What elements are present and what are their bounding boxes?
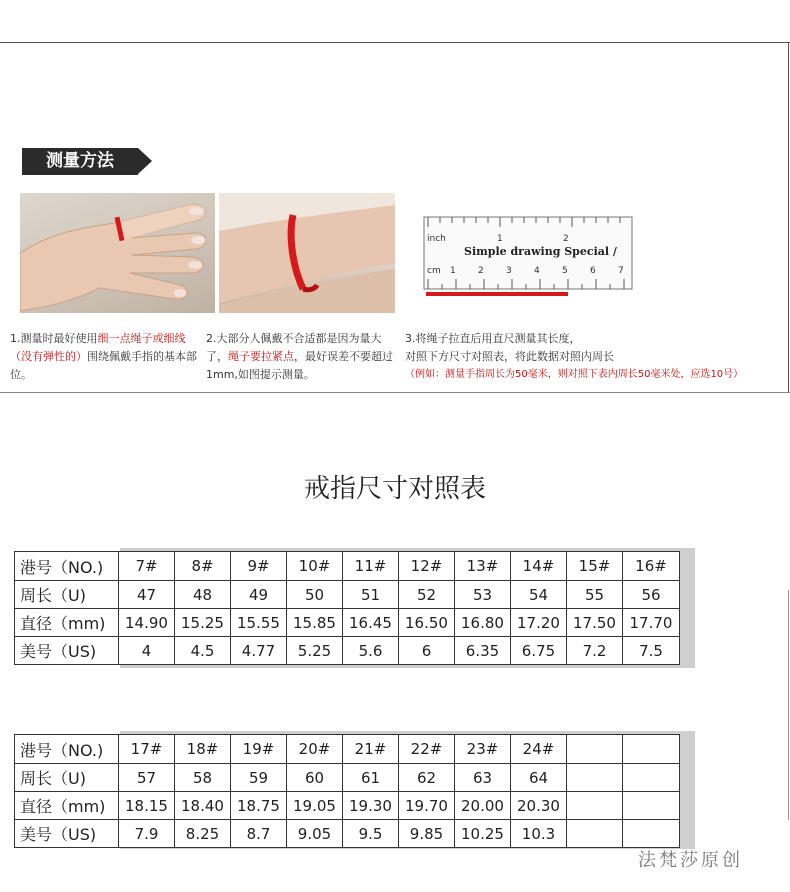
table-cell: 4.5 xyxy=(175,637,231,665)
table-cell: 7.9 xyxy=(119,820,175,848)
table-cell: 50 xyxy=(287,581,343,609)
table-cell: 15.55 xyxy=(231,609,287,637)
table-cell: 57 xyxy=(119,764,175,792)
hand-photo-2 xyxy=(219,193,395,313)
table-cell: 8.7 xyxy=(231,820,287,848)
ruler-illustration xyxy=(420,193,635,313)
table-cell: 12# xyxy=(399,552,455,581)
table-cell: 47 xyxy=(119,581,175,609)
row-label-circumference: 周长（U) xyxy=(15,764,119,792)
table-cell: 15# xyxy=(567,552,623,581)
table-cell: 56 xyxy=(623,581,680,609)
table-cell: 17.50 xyxy=(567,609,623,637)
table-cell: 9.5 xyxy=(343,820,399,848)
table-row xyxy=(15,792,680,820)
hand-illustration-1 xyxy=(20,193,215,313)
cm-tick-5: 5 xyxy=(562,266,568,276)
table-row xyxy=(15,581,680,609)
table-cell: 18# xyxy=(175,735,231,764)
table-cell: 10# xyxy=(287,552,343,581)
table-cell: 11# xyxy=(343,552,399,581)
red-string-measure xyxy=(426,292,568,296)
table-cell: 9# xyxy=(231,552,287,581)
band-divider xyxy=(0,392,790,393)
table-cell: 15.85 xyxy=(287,609,343,637)
table-cell: 14# xyxy=(511,552,567,581)
row-label-no: 港号（NO.) xyxy=(15,552,119,581)
step-3-text-example: （例如：测量手指周长为50毫米，则对照下表内周长50毫米处，应选10号） xyxy=(405,369,744,380)
table-cell: 55 xyxy=(567,581,623,609)
row-label-no: 港号（NO.) xyxy=(15,735,119,764)
step-1-text-highlight: 细一点绳子或细线（没有弹性的） xyxy=(10,332,186,363)
table-cell: 19.70 xyxy=(399,792,455,820)
table-cell: 7# xyxy=(119,552,175,581)
watermark: 法梵莎原创 xyxy=(638,850,743,871)
size-table-2 xyxy=(14,734,680,848)
table-row xyxy=(15,820,680,848)
table-cell: 5.25 xyxy=(287,637,343,665)
inch-tick-1: 1 xyxy=(497,234,503,244)
table-cell: 4.77 xyxy=(231,637,287,665)
table-cell: 60 xyxy=(287,764,343,792)
step-2-text-highlight: 绳子要拉紧点 xyxy=(228,350,294,363)
table-cell: 7.5 xyxy=(623,637,680,665)
table-cell: 6.35 xyxy=(455,637,511,665)
table-cell: 14.90 xyxy=(119,609,175,637)
hand-photo-1 xyxy=(20,193,215,313)
table-cell-empty xyxy=(567,764,623,792)
table-row xyxy=(15,764,680,792)
table-cell: 13# xyxy=(455,552,511,581)
inch-tick-2: 2 xyxy=(563,234,569,244)
table-cell: 16.45 xyxy=(343,609,399,637)
ruler-figure xyxy=(420,193,635,313)
table-cell: 7.2 xyxy=(567,637,623,665)
table-cell: 18.15 xyxy=(119,792,175,820)
table-cell: 6 xyxy=(399,637,455,665)
step-1-text-c: 围绕佩戴手指的基本部位。 xyxy=(10,350,197,381)
cm-label: cm xyxy=(427,266,441,276)
table-cell: 20.30 xyxy=(511,792,567,820)
table-cell: 10.25 xyxy=(455,820,511,848)
table-cell: 24# xyxy=(511,735,567,764)
table-cell: 17# xyxy=(119,735,175,764)
table-cell-empty xyxy=(623,764,680,792)
table-cell-empty xyxy=(567,820,623,848)
size-table-1 xyxy=(14,551,680,665)
table-cell: 20.00 xyxy=(455,792,511,820)
step-1-caption xyxy=(10,330,200,384)
step-2-text-c: ，最好误差不要超过1mm,如图提示测量。 xyxy=(206,350,393,381)
step-3-text-a: 3.将绳子拉直后用直尺测量其长度， xyxy=(405,332,581,345)
table-cell: 8.25 xyxy=(175,820,231,848)
table-cell: 62 xyxy=(399,764,455,792)
table-cell: 64 xyxy=(511,764,567,792)
inch-label: inch xyxy=(427,234,446,244)
table-cell: 16.80 xyxy=(455,609,511,637)
table-cell: 51 xyxy=(343,581,399,609)
table-cell: 48 xyxy=(175,581,231,609)
table-cell: 10.3 xyxy=(511,820,567,848)
right-edge-line xyxy=(788,590,789,820)
table-cell: 18.40 xyxy=(175,792,231,820)
table-cell: 19.30 xyxy=(343,792,399,820)
table-cell: 53 xyxy=(455,581,511,609)
step-2-caption xyxy=(206,330,396,384)
right-divider xyxy=(788,42,789,392)
table-cell: 4 xyxy=(119,637,175,665)
hand-illustration-2 xyxy=(219,193,395,313)
cm-tick-6: 6 xyxy=(590,266,596,276)
table-cell-empty xyxy=(623,820,680,848)
ruler-caption: Simple drawing Special / xyxy=(464,245,617,258)
table-cell: 58 xyxy=(175,764,231,792)
table-cell: 15.25 xyxy=(175,609,231,637)
table-cell: 63 xyxy=(455,764,511,792)
table-cell: 16# xyxy=(623,552,680,581)
table-cell: 18.75 xyxy=(231,792,287,820)
table-cell-empty xyxy=(567,792,623,820)
row-label-us-size: 美号（US) xyxy=(15,820,119,848)
table-cell-empty xyxy=(623,735,680,764)
cm-tick-2: 2 xyxy=(478,266,484,276)
cm-tick-7: 7 xyxy=(618,266,624,276)
table-cell: 6.75 xyxy=(511,637,567,665)
table-cell: 22# xyxy=(399,735,455,764)
row-label-circumference: 周长（U) xyxy=(15,581,119,609)
section-heading: 测量方法 xyxy=(22,148,138,175)
row-label-diameter: 直径（mm) xyxy=(15,609,119,637)
table-cell: 8# xyxy=(175,552,231,581)
table-row xyxy=(15,637,680,665)
table-cell: 17.70 xyxy=(623,609,680,637)
cm-tick-3: 3 xyxy=(506,266,512,276)
table-row xyxy=(15,735,680,764)
top-divider xyxy=(0,42,790,43)
table-cell: 19.05 xyxy=(287,792,343,820)
table-cell: 61 xyxy=(343,764,399,792)
table-cell: 23# xyxy=(455,735,511,764)
table-cell-empty xyxy=(567,735,623,764)
cm-tick-4: 4 xyxy=(534,266,540,276)
table-cell: 5.6 xyxy=(343,637,399,665)
table-cell: 16.50 xyxy=(399,609,455,637)
table-cell: 21# xyxy=(343,735,399,764)
row-label-us-size: 美号（US) xyxy=(15,637,119,665)
step-1-text-a: 1.测量时最好使用 xyxy=(10,332,98,345)
table-cell: 20# xyxy=(287,735,343,764)
table-cell: 9.05 xyxy=(287,820,343,848)
page-title: 戒指尺寸对照表 xyxy=(303,474,486,504)
table-cell: 9.85 xyxy=(399,820,455,848)
banner-arrow-shape xyxy=(138,148,152,174)
table-cell: 54 xyxy=(511,581,567,609)
table-cell: 17.20 xyxy=(511,609,567,637)
table-cell: 19# xyxy=(231,735,287,764)
table-row xyxy=(15,609,680,637)
step-3-text-b: 对照下方尺寸对照表，将此数据对照内周长 xyxy=(405,350,614,363)
table-cell: 52 xyxy=(399,581,455,609)
cm-tick-1: 1 xyxy=(450,266,456,276)
step-3-caption xyxy=(405,330,785,384)
table-cell: 59 xyxy=(231,764,287,792)
row-label-diameter: 直径（mm) xyxy=(15,792,119,820)
table-cell: 49 xyxy=(231,581,287,609)
table-cell-empty xyxy=(623,792,680,820)
table-row xyxy=(15,552,680,581)
step-2-text-a: 2.大部分人佩戴不合适都是因为量大了， xyxy=(206,332,382,363)
